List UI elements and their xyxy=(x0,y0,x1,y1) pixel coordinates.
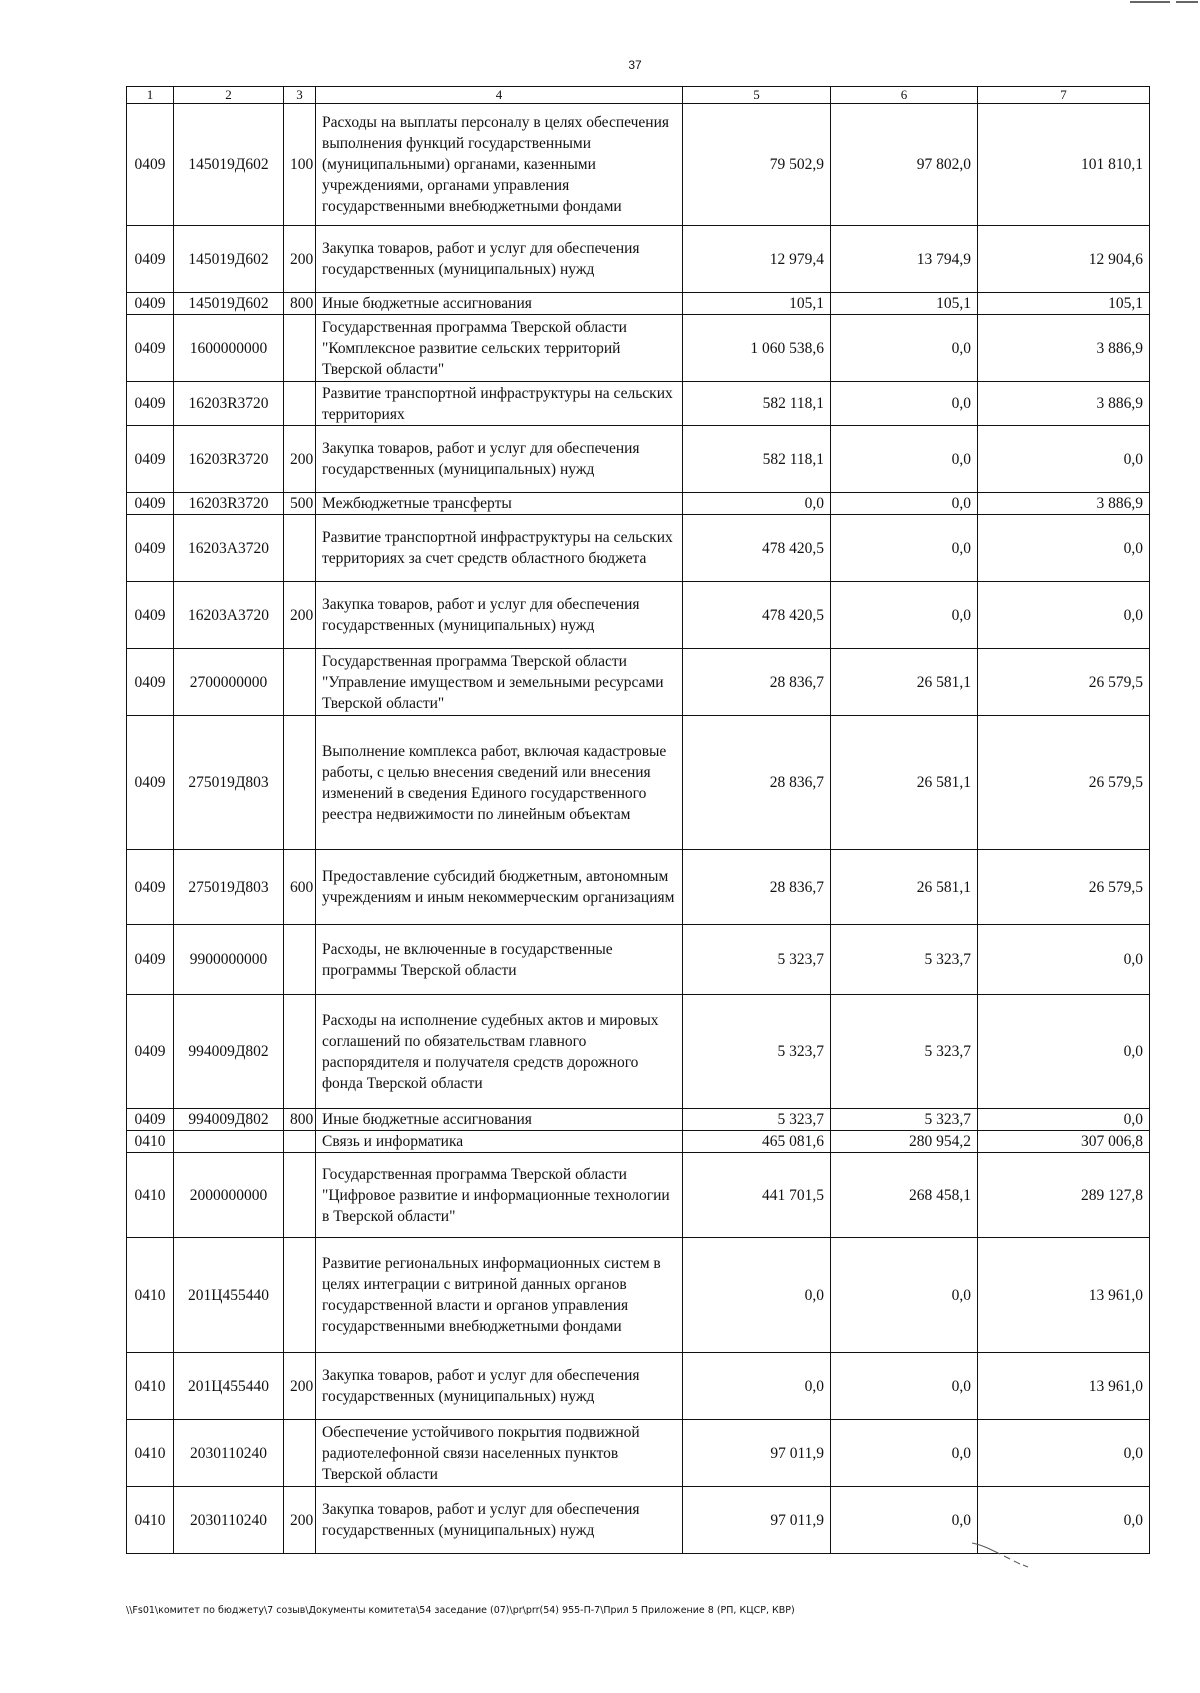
target-article-cell: 16203А3720 xyxy=(174,582,284,649)
table-row xyxy=(127,1131,1150,1153)
target-article-cell xyxy=(174,1131,284,1153)
amount-col6-cell: 26 581,1 xyxy=(831,649,978,716)
description-cell: Связь и информатика xyxy=(316,1131,683,1153)
section-code-cell: 0409 xyxy=(127,716,174,850)
amount-col6-cell: 26 581,1 xyxy=(831,716,978,850)
target-article-cell: 16203R3720 xyxy=(174,382,284,426)
section-code-cell: 0410 xyxy=(127,1353,174,1420)
target-article-cell: 2700000000 xyxy=(174,649,284,716)
section-code-cell: 0410 xyxy=(127,1131,174,1153)
table-row xyxy=(127,925,1150,995)
amount-col6-cell: 0,0 xyxy=(831,315,978,382)
amount-col7-cell: 0,0 xyxy=(978,1109,1150,1131)
amount-col6-cell: 0,0 xyxy=(831,1420,978,1487)
section-code-cell: 0410 xyxy=(127,1238,174,1353)
amount-col6-cell: 5 323,7 xyxy=(831,1109,978,1131)
section-code-cell: 0409 xyxy=(127,426,174,493)
amount-col6-cell: 26 581,1 xyxy=(831,850,978,925)
amount-col7-cell: 3 886,9 xyxy=(978,382,1150,426)
table-row xyxy=(127,850,1150,925)
section-code-cell: 0409 xyxy=(127,850,174,925)
description-cell: Закупка товаров, работ и услуг для обеспечения государственных (муниципальных) нужд xyxy=(316,582,683,649)
expense-type-cell: 200 xyxy=(284,1487,316,1554)
target-article-cell: 145019Д602 xyxy=(174,293,284,315)
expense-type-cell xyxy=(284,1153,316,1238)
expense-type-cell: 200 xyxy=(284,426,316,493)
amount-col6-cell: 105,1 xyxy=(831,293,978,315)
table-row xyxy=(127,493,1150,515)
header-cell: 4 xyxy=(316,87,683,104)
amount-col5-cell: 478 420,5 xyxy=(683,582,831,649)
target-article-cell: 994009Д802 xyxy=(174,995,284,1109)
section-code-cell: 0409 xyxy=(127,104,174,226)
section-code-cell: 0410 xyxy=(127,1420,174,1487)
amount-col7-cell: 101 810,1 xyxy=(978,104,1150,226)
target-article-cell: 145019Д602 xyxy=(174,226,284,293)
amount-col5-cell: 582 118,1 xyxy=(683,426,831,493)
header-cell: 1 xyxy=(127,87,174,104)
target-article-cell: 16203А3720 xyxy=(174,515,284,582)
amount-col5-cell: 5 323,7 xyxy=(683,995,831,1109)
amount-col5-cell: 441 701,5 xyxy=(683,1153,831,1238)
section-code-cell: 0410 xyxy=(127,1153,174,1238)
target-article-cell: 275019Д803 xyxy=(174,850,284,925)
amount-col5-cell: 1 060 538,6 xyxy=(683,315,831,382)
amount-col6-cell: 0,0 xyxy=(831,1238,978,1353)
header-cell: 7 xyxy=(978,87,1150,104)
table-row xyxy=(127,995,1150,1109)
table-row xyxy=(127,582,1150,649)
target-article-cell: 2000000000 xyxy=(174,1153,284,1238)
amount-col7-cell: 289 127,8 xyxy=(978,1153,1150,1238)
amount-col7-cell: 13 961,0 xyxy=(978,1238,1150,1353)
table-row xyxy=(127,1420,1150,1487)
amount-col7-cell: 0,0 xyxy=(978,426,1150,493)
table-row xyxy=(127,649,1150,716)
table-row xyxy=(127,716,1150,850)
description-cell: Государственная программа Тверской области "Комплексное развитие сельских территорий Тверской области" xyxy=(316,315,683,382)
amount-col5-cell: 97 011,9 xyxy=(683,1420,831,1487)
table-row xyxy=(127,515,1150,582)
target-article-cell: 275019Д803 xyxy=(174,716,284,850)
amount-col6-cell: 97 802,0 xyxy=(831,104,978,226)
target-article-cell: 145019Д602 xyxy=(174,104,284,226)
expense-type-cell: 600 xyxy=(284,850,316,925)
table-row xyxy=(127,426,1150,493)
amount-col7-cell: 0,0 xyxy=(978,1420,1150,1487)
amount-col7-cell: 0,0 xyxy=(978,925,1150,995)
amount-col7-cell: 26 579,5 xyxy=(978,850,1150,925)
amount-col6-cell: 5 323,7 xyxy=(831,995,978,1109)
table-row xyxy=(127,1238,1150,1353)
description-cell: Государственная программа Тверской области "Управление имуществом и земельными ресурсами Тверской области" xyxy=(316,649,683,716)
amount-col6-cell: 0,0 xyxy=(831,493,978,515)
description-cell: Предоставление субсидий бюджетным, автономным учреждениям и иным некоммерческим организациям xyxy=(316,850,683,925)
description-cell: Выполнение комплекса работ, включая кадастровые работы, с целью внесения сведений или внесения изменений в сведения Единого государственного реестра недвижимости по линейным объектам xyxy=(316,716,683,850)
amount-col7-cell: 0,0 xyxy=(978,515,1150,582)
section-code-cell: 0409 xyxy=(127,649,174,716)
section-code-cell: 0409 xyxy=(127,226,174,293)
description-cell: Расходы на выплаты персоналу в целях обеспечения выполнения функций государственными (муниципальными) органами, казенными учреждениями, органами управления государственными внебюджетными фондами xyxy=(316,104,683,226)
description-cell: Расходы на исполнение судебных актов и мировых соглашений по обязательствам главного распорядителя и получателя средств дорожного фонда Тверской области xyxy=(316,995,683,1109)
target-article-cell: 1600000000 xyxy=(174,315,284,382)
amount-col7-cell: 26 579,5 xyxy=(978,716,1150,850)
amount-col5-cell: 582 118,1 xyxy=(683,382,831,426)
amount-col5-cell: 465 081,6 xyxy=(683,1131,831,1153)
expense-type-cell xyxy=(284,649,316,716)
expense-type-cell xyxy=(284,1131,316,1153)
expense-type-cell: 100 xyxy=(284,104,316,226)
section-code-cell: 0409 xyxy=(127,582,174,649)
amount-col7-cell: 0,0 xyxy=(978,582,1150,649)
section-code-cell: 0409 xyxy=(127,515,174,582)
amount-col7-cell: 0,0 xyxy=(978,995,1150,1109)
amount-col6-cell: 0,0 xyxy=(831,1353,978,1420)
amount-col7-cell: 3 886,9 xyxy=(978,315,1150,382)
amount-col7-cell: 13 961,0 xyxy=(978,1353,1150,1420)
expense-type-cell: 200 xyxy=(284,582,316,649)
description-cell: Государственная программа Тверской области "Цифровое развитие и информационные технологии в Тверской области" xyxy=(316,1153,683,1238)
amount-col5-cell: 28 836,7 xyxy=(683,850,831,925)
amount-col6-cell: 0,0 xyxy=(831,1487,978,1554)
amount-col5-cell: 0,0 xyxy=(683,1353,831,1420)
pen-scribble-mark xyxy=(970,1540,1030,1570)
section-code-cell: 0409 xyxy=(127,493,174,515)
description-cell: Иные бюджетные ассигнования xyxy=(316,293,683,315)
description-cell: Расходы, не включенные в государственные программы Тверской области xyxy=(316,925,683,995)
expense-type-cell xyxy=(284,995,316,1109)
expense-type-cell xyxy=(284,515,316,582)
expense-type-cell xyxy=(284,315,316,382)
amount-col5-cell: 5 323,7 xyxy=(683,1109,831,1131)
header-cell: 6 xyxy=(831,87,978,104)
description-cell: Закупка товаров, работ и услуг для обеспечения государственных (муниципальных) нужд xyxy=(316,1353,683,1420)
description-cell: Иные бюджетные ассигнования xyxy=(316,1109,683,1131)
table-row xyxy=(127,104,1150,226)
section-code-cell: 0409 xyxy=(127,1109,174,1131)
header-cell: 2 xyxy=(174,87,284,104)
table-row xyxy=(127,1153,1150,1238)
amount-col7-cell: 3 886,9 xyxy=(978,493,1150,515)
amount-col5-cell: 28 836,7 xyxy=(683,716,831,850)
amount-col6-cell: 0,0 xyxy=(831,515,978,582)
scan-edge-mark xyxy=(1110,0,1200,10)
section-code-cell: 0409 xyxy=(127,293,174,315)
header-cell: 3 xyxy=(284,87,316,104)
amount-col5-cell: 478 420,5 xyxy=(683,515,831,582)
amount-col6-cell: 5 323,7 xyxy=(831,925,978,995)
section-code-cell: 0410 xyxy=(127,1487,174,1554)
expense-type-cell xyxy=(284,1420,316,1487)
amount-col7-cell: 105,1 xyxy=(978,293,1150,315)
header-cell: 5 xyxy=(683,87,831,104)
amount-col5-cell: 0,0 xyxy=(683,1238,831,1353)
amount-col5-cell: 12 979,4 xyxy=(683,226,831,293)
header-row xyxy=(127,87,1150,104)
target-article-cell: 201Ц455440 xyxy=(174,1238,284,1353)
section-code-cell: 0409 xyxy=(127,315,174,382)
expense-type-cell xyxy=(284,925,316,995)
section-code-cell: 0409 xyxy=(127,925,174,995)
target-article-cell: 994009Д802 xyxy=(174,1109,284,1131)
amount-col6-cell: 13 794,9 xyxy=(831,226,978,293)
amount-col6-cell: 280 954,2 xyxy=(831,1131,978,1153)
target-article-cell: 2030110240 xyxy=(174,1420,284,1487)
target-article-cell: 2030110240 xyxy=(174,1487,284,1554)
description-cell: Межбюджетные трансферты xyxy=(316,493,683,515)
amount-col7-cell: 0,0 xyxy=(978,1487,1150,1554)
expense-type-cell: 200 xyxy=(284,226,316,293)
table-row xyxy=(127,382,1150,426)
amount-col6-cell: 0,0 xyxy=(831,382,978,426)
page-number: 37 xyxy=(628,58,642,72)
expense-type-cell: 800 xyxy=(284,1109,316,1131)
amount-col5-cell: 0,0 xyxy=(683,493,831,515)
expense-type-cell: 200 xyxy=(284,1353,316,1420)
description-cell: Закупка товаров, работ и услуг для обеспечения государственных (муниципальных) нужд xyxy=(316,226,683,293)
amount-col6-cell: 0,0 xyxy=(831,582,978,649)
description-cell: Обеспечение устойчивого покрытия подвижной радиотелефонной связи населенных пунктов Тверской области xyxy=(316,1420,683,1487)
table-row xyxy=(127,226,1150,293)
amount-col7-cell: 26 579,5 xyxy=(978,649,1150,716)
target-article-cell: 201Ц455440 xyxy=(174,1353,284,1420)
expense-type-cell: 500 xyxy=(284,493,316,515)
description-cell: Закупка товаров, работ и услуг для обеспечения государственных (муниципальных) нужд xyxy=(316,1487,683,1554)
file-path-footer: \\Fs01\комитет по бюджету\7 созыв\Документы комитета\54 заседание (07)\pr\prr(54) 955-П-7\Прил 5 Приложение 8 (РП, КЦСР, КВР) xyxy=(126,1605,795,1616)
amount-col5-cell: 79 502,9 xyxy=(683,104,831,226)
description-cell: Развитие транспортной инфраструктуры на сельских территориях за счет средств областного бюджета xyxy=(316,515,683,582)
description-cell: Закупка товаров, работ и услуг для обеспечения государственных (муниципальных) нужд xyxy=(316,426,683,493)
amount-col6-cell: 268 458,1 xyxy=(831,1153,978,1238)
table-row xyxy=(127,1109,1150,1131)
amount-col5-cell: 5 323,7 xyxy=(683,925,831,995)
target-article-cell: 9900000000 xyxy=(174,925,284,995)
section-code-cell: 0409 xyxy=(127,995,174,1109)
target-article-cell: 16203R3720 xyxy=(174,493,284,515)
target-article-cell: 16203R3720 xyxy=(174,426,284,493)
table-row xyxy=(127,293,1150,315)
table-row xyxy=(127,1353,1150,1420)
expense-type-cell xyxy=(284,716,316,850)
amount-col5-cell: 105,1 xyxy=(683,293,831,315)
amount-col5-cell: 28 836,7 xyxy=(683,649,831,716)
table-row xyxy=(127,315,1150,382)
expense-type-cell xyxy=(284,1238,316,1353)
description-cell: Развитие региональных информационных систем в целях интеграции с витриной данных органов государственной власти и органов управления государственными внебюджетными фондами xyxy=(316,1238,683,1353)
amount-col7-cell: 307 006,8 xyxy=(978,1131,1150,1153)
expense-type-cell: 800 xyxy=(284,293,316,315)
expense-type-cell xyxy=(284,382,316,426)
amount-col7-cell: 12 904,6 xyxy=(978,226,1150,293)
section-code-cell: 0409 xyxy=(127,382,174,426)
amount-col5-cell: 97 011,9 xyxy=(683,1487,831,1554)
amount-col6-cell: 0,0 xyxy=(831,426,978,493)
budget-table xyxy=(126,86,1150,1554)
description-cell: Развитие транспортной инфраструктуры на сельских территориях xyxy=(316,382,683,426)
